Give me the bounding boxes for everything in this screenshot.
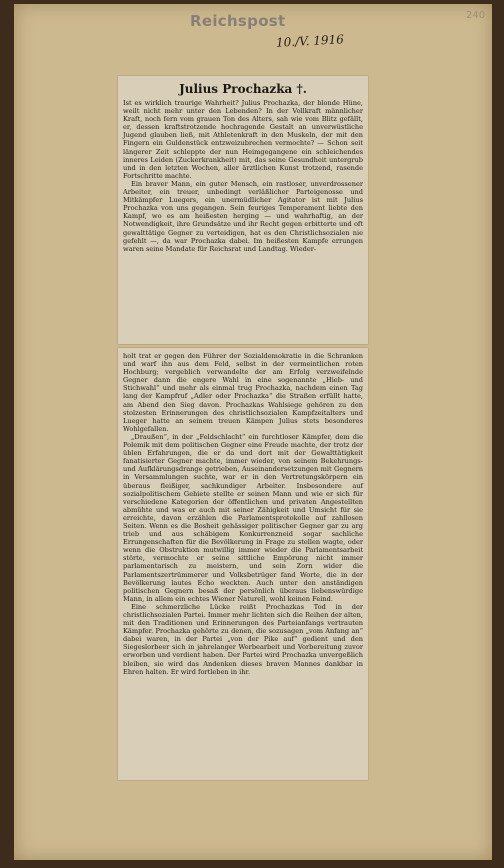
article-title: Julius Prochazka †. (179, 82, 307, 96)
article-text-upper (123, 99, 363, 253)
paragraph: Ist es wirklich traurige Wahrheit? Julius Prochazka, der blonde Hüne, weilt nicht mehr unter den Lebenden? In der Vollkraft männlicher Kraft, noch fern vom grauen Ton des Alters, sah wie vom Blitz gefällt, er, dessen kraftstrotzende hochragende Gestalt an unverwüstliche Jugend glauben ließ, mit Athletenkraft in den Muskeln, der mit den Fingern ein Guldenstück entzweizubrechen vermochte? — Schon seit längerer Zeit schleppte der nun Heimgegangene ein schleichendes inneres Leiden (Zuckerkrankheit) mit, das seine Gesundheit untergrub und in den letzten Wochen, aller ärztlichen Kunst trotzend, rasende Fortschritte machte. (123, 99, 363, 180)
archive-number: 240 (466, 10, 486, 21)
handwritten-date: 10./V. 1916 (275, 32, 345, 50)
clipping-upper (118, 76, 368, 344)
paragraph: Eine schmerzliche Lücke reißt Prochazkas Tod in der christlichsozialen Partei. Immer mehr lichten sich die Reihen der alten, mit den Traditionen und Erinnerungen des Parteianfangs vertrauten Kämpfer. Prochazka gehörte zu denen, die sozusagen „vom Anfang an“ dabei waren, in der Partei „von der Pike auf“ gedient und den Siegeslorbeer sich in jahrelanger Werbearbeit und Vorbereitung zuvor erworben und verdient haben. Der Partei wird Prochazka unvergeßlich bleiben, sie wird das Andenken dieses braven Mannes dankbar in Ehren halten. Er wird fortleben in ihr. (123, 602, 363, 676)
paragraph: Ein braver Mann, ein guter Mensch, ein rastloser, unverdrossener Arbeiter, ein treuer, unbedingt verläßlicher Parteigenosse und Mitkämpfer Luegers, ein unermüdlicher Agitator ist mit Julius Prochazka von uns gegangen. Sein feuriges Temperament liebte den Kampf, wo es am heißesten herging — und wahrhaftig, an der Notwendigkeit, ihre Grundsätze und ihr Recht gegen erbitterte und oft gewalttätige Gegner zu verteidigen, hat es den Christlichsozialen nie gefehlt —, da war Prochazka dabei. Im heißesten Kampfe errungen waren seine Mandate für Reichsrat und Landtag. Wieder- (123, 179, 363, 253)
newspaper-stamp: Reichspost (190, 12, 286, 30)
paragraph: „Draußen“, in der „Feldschlacht“ ein furchtloser Kämpfer, dem die Polemik mit dem politischen Gegner eine Freude machte, der trotz der üblen Erfahrungen, die er da und dort mit der Gewalttätigkeit fanatisierter Gegner machte, immer wieder, von seinem Bekehrungs- und Aufklärungsdrange getrieben, Auseinandersetzungen mit Gegnern in Versammlungen suchte, war er in den Vertretungskörpern ein überaus fleißiger, sachkundiger Arbeiter. Insbesondere auf sozialpolitischem Gebiete stellte er seinen Mann und wie er sich für verschiedene Kategorien der öffentlichen und privaten Angestellten abmühte und was er auch mit seiner Zähigkeit und Umsicht für sie erreichte, davon erzählen die Parlamentsprotokolle auf zahllosen Seiten. Wenn es die Bosheit gehässiger politischer Gegner gar zu arg trieb und aus schäbigem Konkurrenzneid sogar sachliche Errungenschaften für die Bevölkerung in Frage zu stellen wagte, oder wenn die Obstruktion mutwillig immer wieder die Parlamentsarbeit störte, vermochte er seine sittliche Empörung nicht immer parlamentarisch zu meistern, und sein Zorn wider die Parlamentszertrümmerer und Volksbetrüger fand Worte, die in der Bevölkerung lautes Echo weckten. Auch unter den anständigen politischen Gegnern besaß der persönlich überaus liebenswürdige Mann, in allem ein echtes Wiener Naturell, wohl keinen Feind. (123, 432, 363, 603)
clipping-lower (118, 348, 368, 780)
paragraph: holt trat er gegen den Führer der Sozialdemokratie in die Schranken und warf ihn aus dem Feld, selbst in der vermeintlichen roten Hochburg; vergeblich verwandelte der am Erfolg verzweifelnde Gegner dann die engere Wahl in eine sogenannte „Hieb- und Stichwahl“ und mehr als einmal trug Prochazka, nachdem einen Tag lang der Kampfruf „Adler oder Prochazka“ die Straßen erfüllt hatte, am Abend den Sieg davon. Prochazkas Wahlsiege gehören zu den stolzesten Erinnerungen des christlichsozialen Kampfzeitalters und Lueger hatte an seinem treuen Kämpen Julius stets besonderes Wohlgefallen. (123, 352, 363, 433)
article-text-lower (123, 352, 363, 676)
